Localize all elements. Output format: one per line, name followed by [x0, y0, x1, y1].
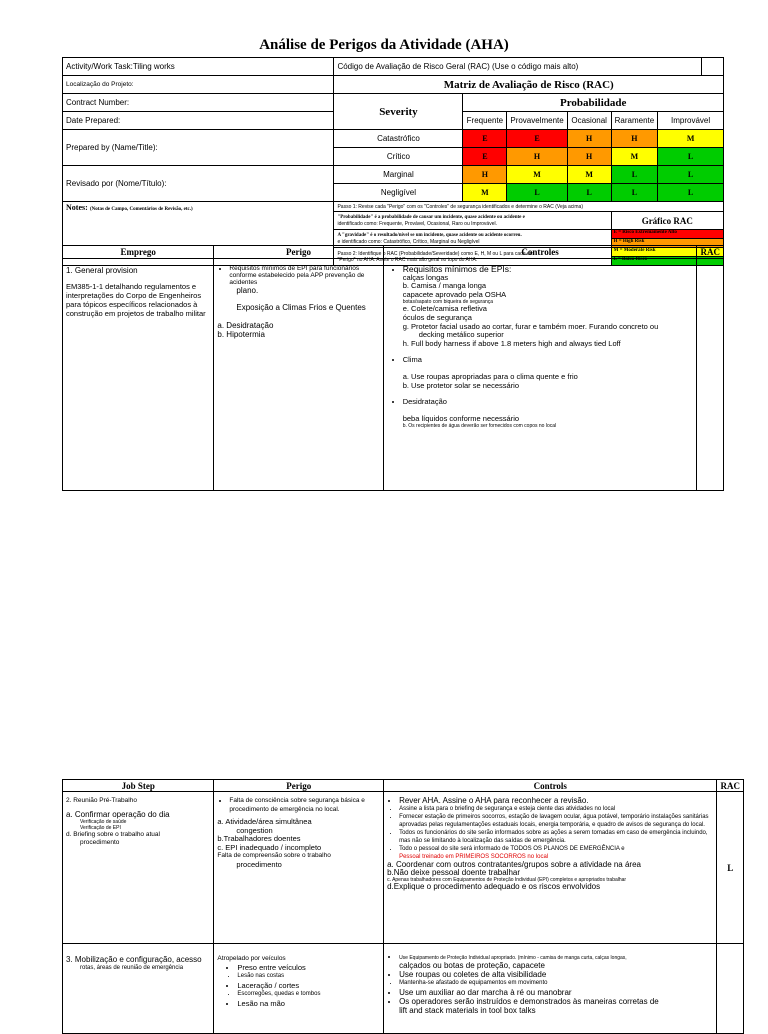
- hazard-item: • Requisitos mínimos de EPI para funcionários conforme estabelecido pela APP prevenção de acidentes: [229, 265, 379, 286]
- probability-definition: "Probabilidade" é a probabilidade de causar um incidente, quase acidente ou acidente e identificado como: Frequente, Provável, Ocasional, Raro ou Improvável.: [334, 212, 611, 230]
- job-step-item: 2. Reunião Pré-Trabalho: [66, 797, 137, 804]
- job-step-item: a. Confirmar operação do dia: [66, 810, 170, 819]
- matrix-cell: H: [567, 148, 611, 166]
- job-step-item: d. Briefing sobre o trabalho atual: [66, 831, 160, 838]
- hazard-item: • Escorregões, quedas e tombos: [237, 990, 380, 999]
- rac-code-field[interactable]: [702, 58, 724, 76]
- hazard-table-2: [62, 779, 744, 1034]
- rac-cell[interactable]: L: [717, 792, 744, 944]
- control-item: • Todos os funcionários do site serão informados sobre as ações a serem tomadas em caso de emergência incluindo, mas não se limitando à localização das saídas de emergência.: [399, 829, 713, 845]
- date-field[interactable]: Date Prepared:: [63, 112, 334, 130]
- col-controles: Controles: [383, 246, 697, 259]
- severity-row-label: Negligível: [334, 184, 463, 202]
- job-step-cell: [63, 944, 214, 1034]
- job-cell: [63, 259, 214, 491]
- hazard-item: • Lesão na mão: [237, 999, 380, 1008]
- hazard-item: a. Desidratação: [217, 321, 274, 330]
- matrix-cell: L: [658, 148, 724, 166]
- activity-field[interactable]: Activity/Work Task:Tiling works: [63, 58, 334, 76]
- control-item: • Use Equipamento de Proteção Individual apropriado. (mínimo - camisa de manga curta, calças longas, calçados ou botas de proteção, capacete: [399, 952, 713, 970]
- control-item: • Desidratação beba líquidos conforme necessário b. Os recipientes de água deverão ser fornecidos com copos no local: [403, 398, 694, 429]
- job-step-item: Verificação de saúde: [80, 819, 127, 825]
- control-item: • Rever AHA. Assine o AHA para reconhecer a revisão.: [399, 797, 713, 805]
- control-item: • Use um auxiliar ao dar marcha à ré ou manobrar: [399, 988, 713, 997]
- matrix-cell: H: [567, 130, 611, 148]
- hazard-item: Exposição a Climas Frios e Quentes: [236, 303, 366, 312]
- severity-row-label: Marginal: [334, 166, 463, 184]
- hazard-item: • Preso entre veículos: [237, 963, 380, 972]
- matrix-cell: L: [611, 166, 658, 184]
- hazard-cell: [214, 792, 384, 944]
- prepared-by-field[interactable]: Prepared by (Name/Title):: [63, 130, 334, 166]
- legend-e: E = Risco Extremamente Alto: [612, 230, 723, 239]
- prob-col-ocasional: Ocasional: [567, 112, 611, 130]
- col-rac: RAC: [697, 246, 724, 259]
- probability-heading: Probabilidade: [463, 94, 724, 112]
- hazard-item: procedimento: [236, 859, 282, 869]
- job-reference: EM385-1-1 detalhando regulamentos e interpretações do Corpo de Engenheiros para tópicos específicos relacionados à construção em projetos de trabalho militar: [66, 282, 206, 318]
- severity-heading: Severity: [334, 94, 463, 130]
- matrix-cell: L: [567, 184, 611, 202]
- rac-chart-title: Gráfico RAC: [611, 212, 723, 230]
- col-emprego: Emprego: [63, 246, 214, 259]
- hazard-item: • Falta de consciência sobre segurança básica e procedimento de emergência no local.: [229, 797, 380, 814]
- control-item: • Todo o pessoal do site será informado de TODOS OS PLANOS DE EMERGÊNCIA e Pessoal treinado em PRIMEIROS SOCORROS no local: [399, 845, 713, 861]
- col-job-step: Job Step: [63, 780, 214, 792]
- matrix-cell: M: [463, 184, 507, 202]
- rac-cell[interactable]: [717, 944, 744, 1034]
- col-controls: Controls: [384, 780, 717, 792]
- controls-cell: [384, 944, 717, 1034]
- notes-label: Notes:: [66, 203, 88, 212]
- hazard-cell: [214, 944, 384, 1034]
- matrix-cell: M: [507, 166, 567, 184]
- col-perigo: Perigo: [214, 780, 384, 792]
- matrix-cell: E: [463, 148, 507, 166]
- matrix-cell: E: [463, 130, 507, 148]
- legend-h: H = High Risk: [612, 239, 723, 247]
- control-item: • Clima a. Use roupas apropriadas para o clima quente e frio b. Use protetor solar se necessário: [403, 356, 694, 390]
- job-step-item: 3. Mobilização e configuração, acesso: [66, 955, 202, 964]
- step-1-text: Passo 1: Revise cada "Perigo" com os "Controles" de segurança identificados e determine o RAC (Veja acima): [334, 202, 724, 212]
- matrix-cell: L: [507, 184, 567, 202]
- hazard-item: congestion: [236, 825, 273, 835]
- matrix-cell: L: [658, 166, 724, 184]
- control-item: a. Coordenar com outros contratantes/grupos sobre a atividade na área: [387, 860, 641, 869]
- control-item: • Use roupas ou coletes de alta visibilidade: [399, 970, 713, 979]
- matrix-cell: M: [567, 166, 611, 184]
- hazard-item: plano.: [236, 286, 259, 295]
- hazard-table-1: [62, 245, 724, 491]
- legend-l: L = Baixo Risco: [612, 257, 723, 265]
- prob-col-provavel: Provavelmente: [507, 112, 567, 130]
- matrix-cell: M: [611, 148, 658, 166]
- severity-definition: A "gravidade" é o resultado/nível se um incidente, quase acidente ou acidente ocorreu. e identificado como: Catastrófico, Crítico, Marginal ou Negligível: [334, 230, 611, 248]
- severity-row-label: Crítico: [334, 148, 463, 166]
- hazard-item: b. Hipotermia: [217, 330, 265, 339]
- notes-hint: (Notas de Campo, Comentários de Revisão, etc.): [90, 207, 193, 212]
- hazard-item: a. Atividade/área simultânea: [217, 817, 312, 826]
- job-item: 1. General provision: [66, 266, 138, 275]
- legend-m: M = Moderate Risk: [612, 248, 723, 257]
- control-item: • Os operadores serão instruídos e demonstrados às maneiras corretas de lift and stack materials in tool box talks: [399, 997, 713, 1015]
- job-step-item: procedimento: [80, 839, 120, 846]
- job-step-item: Verificação de EPI: [80, 825, 121, 831]
- controls-cell: [384, 792, 717, 944]
- matrix-cell: E: [507, 130, 567, 148]
- hazard-item: Falta de compreensão sobre o trabalho: [217, 852, 331, 859]
- hazard-item: • Laceração / cortes: [237, 981, 380, 990]
- page-title: Análise de Perigos da Atividade (AHA): [259, 37, 509, 53]
- matrix-cell: L: [658, 184, 724, 202]
- control-item: • Mantenha-se afastado de equipamentos em movimento: [399, 979, 713, 988]
- control-item: c. Apenas trabalhadores com Equipamentos de Proteção Individual (EPI) completos e apropriados trabalhar: [387, 877, 627, 883]
- col-perigo: Perigo: [214, 246, 383, 259]
- matrix-title: Matriz de Avaliação de Risco (RAC): [334, 76, 724, 94]
- prob-col-improvavel: Improvável: [658, 112, 724, 130]
- project-location-field[interactable]: Localização do Projeto:: [63, 76, 334, 94]
- contract-field[interactable]: Contract Number:: [63, 94, 334, 112]
- prob-col-raramente: Raramente: [611, 112, 658, 130]
- rac-cell[interactable]: [697, 259, 724, 491]
- matrix-cell: H: [507, 148, 567, 166]
- reviewed-by-field[interactable]: Revisado por (Nome/Título):: [63, 166, 334, 202]
- controls-cell: [383, 259, 697, 491]
- control-item: b.Não deixe pessoal doente trabalhar: [387, 868, 521, 877]
- rac-code-label: Código de Avaliação de Risco Geral (RAC) (Use o código mais alto): [334, 58, 702, 76]
- hazard-cell: [214, 259, 383, 491]
- matrix-cell: M: [658, 130, 724, 148]
- matrix-cell: H: [463, 166, 507, 184]
- matrix-cell: L: [611, 184, 658, 202]
- hazard-item: b.Trabalhadores doentes: [217, 834, 301, 843]
- control-item: • Assine a lista para o briefing de segurança e esteja ciente das atividades no local: [399, 805, 713, 813]
- control-item: • Requisitos mínimos de EPIs: calças longas b. Camisa / manga longa capacete aprovado pela OSHA botas/sapato com biqueira de segurança e. Colete/camisa refletiva óculos de segurança g. Protetor facial usado ao cortar, furar e também moer. Furando concreto ou decking metálico superior h. Full body harness if above 1.8 meters high and always tied Loff: [403, 265, 694, 348]
- control-item: d.Explique o procedimento adequado e os riscos envolvidos: [387, 882, 601, 891]
- matrix-cell: H: [611, 130, 658, 148]
- hazard-item: Atropelado por veículos: [217, 955, 286, 962]
- control-item: • Fornecer estação de primeiros socorros, estação de lavagem ocular, água potável, temporário instalações sanitárias aprovadas pelas regulamentações estaduais locais, energia temporária, e quadro de avisos de segurança do local.: [399, 813, 713, 829]
- hazard-item: • Lesão nas costas: [237, 972, 380, 981]
- job-step-item: rotas, áreas de reunião de emergência: [80, 965, 184, 971]
- header-table: [62, 57, 724, 266]
- severity-row-label: Catastrófico: [334, 130, 463, 148]
- hazard-item: c. EPI inadequado / incompleto: [217, 842, 322, 852]
- job-step-cell: [63, 792, 214, 944]
- prob-col-frequente: Frequente: [463, 112, 507, 130]
- col-rac: RAC: [717, 780, 744, 792]
- step-2-text: Passo 2: Identifique o RAC (Probabilidade/Severidade) como E, H, M ou L para cada um "Perigo" no AHA. Anote o RAC mais alto geral no topo do AHA.: [334, 248, 611, 266]
